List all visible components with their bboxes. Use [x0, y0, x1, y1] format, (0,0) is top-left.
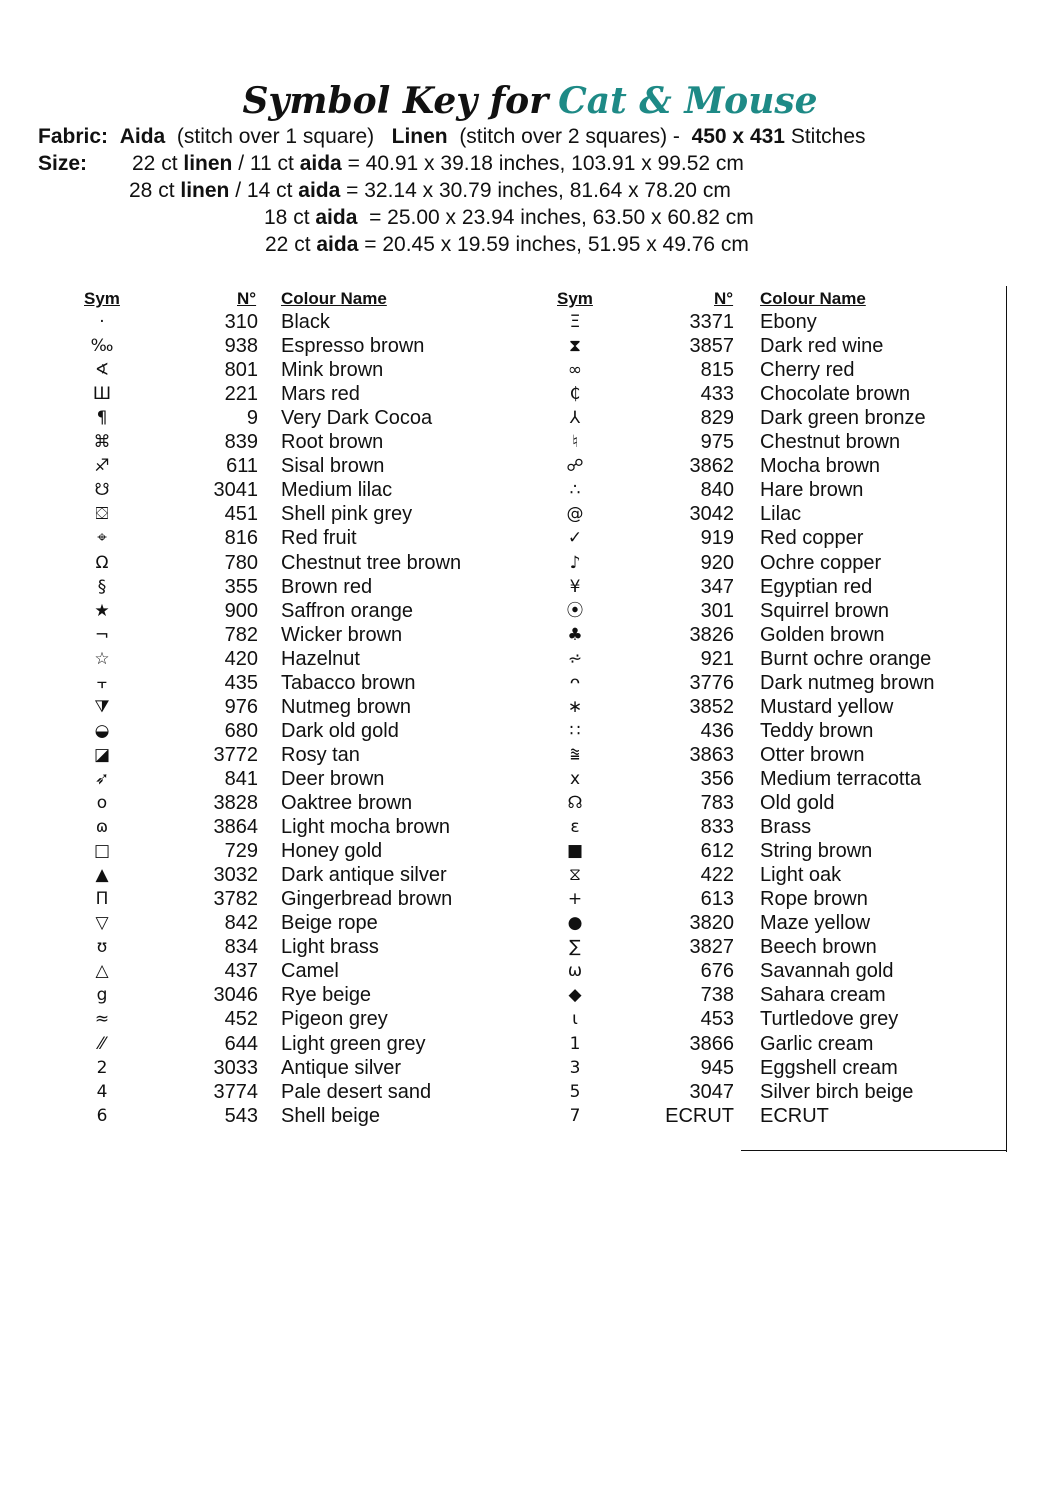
right-key-row [0, 454, 1060, 478]
thread-number: 3820 [689, 912, 734, 935]
stitch-symbol: △ [95, 961, 109, 982]
thread-number: 3047 [689, 1080, 734, 1103]
colour-name: Pale desert sand [281, 1080, 432, 1103]
stitch-symbol: ☋ [94, 480, 110, 501]
size-label: Size: [38, 152, 88, 175]
size-line: 22 ct aida = 20.45 x 19.59 inches, 51.95 x 49.76 cm [265, 233, 749, 256]
colour-name: Nutmeg brown [281, 695, 412, 718]
stitch-symbol: ¥ [569, 576, 581, 597]
thread-number: 834 [224, 936, 258, 959]
right-key-row [0, 334, 1060, 358]
fabric-linen-note: (stitch over 2 squares) - [459, 125, 680, 148]
colour-name: Gingerbread brown [281, 888, 453, 911]
colour-name: Golden brown [760, 623, 885, 646]
stitch-symbol: ⦿ [566, 600, 584, 621]
colour-name: Light oak [760, 864, 842, 887]
stitch-symbol: 2 [96, 1057, 108, 1078]
colour-name: Light brass [281, 936, 379, 959]
stitch-symbol: ⌖ [97, 528, 107, 549]
stitch-symbol: ♪ [569, 552, 581, 573]
stitch-count: 450 x 431 [691, 125, 785, 148]
thread-number: 451 [224, 503, 258, 526]
stitch-symbol: o [96, 793, 108, 813]
stitch-symbol: 4 [96, 1081, 108, 1102]
page-title [0, 78, 1060, 124]
right-key-row [0, 1080, 1060, 1104]
thread-number: 676 [700, 960, 734, 983]
right-key-row [0, 551, 1060, 575]
colour-name: Sahara cream [760, 984, 886, 1007]
thread-number: 644 [224, 1032, 258, 1055]
stitch-symbol: ☍ [566, 456, 584, 477]
colour-name: Light mocha brown [281, 816, 450, 839]
stitch-symbol: ∷ [569, 720, 581, 741]
colour-name: Beige rope [281, 912, 378, 935]
stitch-symbol: ₵ [569, 384, 581, 405]
colour-name: Oaktree brown [281, 792, 413, 814]
colour-name: Maze yellow [760, 912, 871, 935]
stitch-symbol: 6 [96, 1105, 108, 1126]
size-line: 18 ct aida = 25.00 x 23.94 inches, 63.50 x 60.82 cm [264, 206, 754, 229]
colour-name: Lilac [760, 503, 802, 526]
right-key-row [0, 478, 1060, 502]
right-header-name: Colour Name [760, 289, 866, 308]
colour-name: Mink brown [281, 359, 384, 382]
colour-name: Chestnut brown [760, 431, 901, 454]
stitch-symbol: g [96, 985, 108, 1006]
right-key-row [0, 935, 1060, 959]
colour-name: Dark green bronze [760, 407, 926, 430]
colour-name: Black [281, 311, 330, 333]
stitch-symbol: ◒ [94, 720, 110, 741]
colour-name: Dark nutmeg brown [760, 671, 935, 694]
thread-number: 221 [224, 383, 258, 406]
thread-number: 420 [224, 647, 258, 670]
colour-name: Ochre copper [760, 551, 882, 574]
colour-name: Garlic cream [760, 1032, 874, 1055]
thread-number: 436 [700, 719, 734, 742]
stitch-symbol: ■ [566, 841, 584, 862]
right-key-row [0, 767, 1060, 791]
thread-number: 3828 [213, 792, 258, 814]
stitch-symbol: ∴ [569, 480, 581, 501]
thread-number: 816 [224, 527, 258, 550]
colour-name: Wicker brown [281, 623, 403, 646]
size-line: 22 ct linen / 11 ct aida = 40.91 x 39.18 inches, 103.91 x 99.52 cm [132, 152, 744, 175]
left-header-name: Colour Name [281, 289, 387, 308]
thread-number: 945 [700, 1056, 734, 1079]
stitch-symbol: ɛ [570, 817, 580, 838]
thread-number: 347 [700, 575, 734, 598]
right-key-row [0, 983, 1060, 1007]
thread-number: 782 [224, 623, 258, 646]
stitch-symbol: ☆ [94, 648, 110, 669]
thread-number: 3826 [689, 623, 734, 646]
stitch-symbol: @ [566, 504, 584, 525]
thread-number: 3863 [689, 743, 734, 766]
colour-name: Honey gold [281, 840, 383, 863]
colour-name: Squirrel brown [760, 599, 889, 622]
colour-name: ECRUT [760, 1104, 829, 1127]
stitch-symbol: · [99, 312, 105, 332]
stitch-symbol: 7 [569, 1105, 581, 1126]
colour-name: Medium terracotta [760, 767, 922, 790]
stitch-symbol: ∗ [567, 696, 583, 717]
right-key-row [0, 791, 1060, 815]
stitch-symbol: ¬ [94, 624, 110, 645]
colour-name: Cherry red [760, 359, 855, 382]
thread-number: 3776 [689, 671, 734, 694]
title-pattern-name: Cat & Mouse [558, 80, 818, 122]
thread-number: 780 [224, 551, 258, 574]
stitch-symbol: Π [95, 889, 109, 910]
thread-number: 3046 [213, 984, 258, 1007]
stitch-symbol: ⌘ [93, 432, 111, 453]
thread-number: 839 [224, 431, 258, 454]
thread-number: 783 [700, 792, 734, 814]
thread-number: 738 [700, 984, 734, 1007]
thread-number: 840 [700, 479, 734, 502]
right-key-row [0, 430, 1060, 454]
colour-name: Mustard yellow [760, 695, 894, 718]
stitch-symbol: ● [567, 913, 583, 934]
right-key-row [0, 911, 1060, 935]
colour-name: Light green grey [281, 1032, 426, 1055]
colour-name: Chestnut tree brown [281, 551, 462, 574]
thread-number: 920 [700, 551, 734, 574]
thread-number: 680 [224, 719, 258, 742]
colour-name: Ebony [760, 311, 817, 333]
colour-name: Teddy brown [760, 719, 874, 742]
colour-name: Mocha brown [760, 455, 881, 478]
colour-name: Turtledove grey [760, 1008, 899, 1031]
right-key-row [0, 358, 1060, 382]
colour-name: Dark old gold [281, 719, 399, 742]
stitch-symbol: ✓ [567, 528, 583, 549]
colour-name: Red fruit [281, 527, 357, 550]
right-key-row [0, 1104, 1060, 1128]
colour-name: Very Dark Cocoa [281, 407, 433, 430]
stitch-symbol: ▲ [95, 865, 109, 886]
colour-name: Dark red wine [760, 335, 884, 358]
stitch-symbol: ω [567, 961, 583, 982]
stitch-symbol: ⛋ [95, 504, 109, 525]
thread-number: 310 [224, 311, 258, 333]
right-key-row [0, 887, 1060, 911]
stitch-symbol: x [569, 768, 581, 789]
stitch-symbol: ∑ [569, 937, 581, 958]
thread-number: 976 [224, 695, 258, 718]
stitch-symbol: ⩫ [567, 648, 583, 669]
colour-name: Rosy tan [281, 743, 360, 766]
stitch-symbol: ¶ [96, 408, 108, 429]
stitch-symbol: ⧗ [569, 336, 581, 357]
thread-number: ECRUT [665, 1104, 734, 1127]
thread-number: 829 [700, 407, 734, 430]
stitch-symbol: ◪ [93, 744, 111, 765]
thread-number: 841 [224, 767, 258, 790]
thread-number: 435 [224, 671, 258, 694]
right-key-row [0, 863, 1060, 887]
fabric-linen: Linen [391, 125, 448, 148]
stitch-symbol: ♣ [567, 624, 583, 645]
stitch-symbol: ☊ [567, 793, 583, 813]
thread-number: 437 [224, 960, 258, 983]
stitch-symbol: ⫟ [96, 672, 108, 693]
stitch-symbol: ⁄⁄ [99, 1033, 105, 1054]
thread-number: 3042 [689, 503, 734, 526]
stitch-symbol: ◆ [568, 985, 582, 1006]
stitch-symbol: ⅄ [569, 408, 581, 429]
table-right-border [1006, 286, 1007, 1152]
right-key-row [0, 1056, 1060, 1080]
colour-name: Hare brown [760, 479, 864, 502]
colour-name: Beech brown [760, 936, 877, 959]
stitch-symbol: ∢ [94, 360, 110, 381]
thread-number: 9 [246, 407, 258, 430]
colour-name: Sisal brown [281, 455, 385, 478]
colour-name: Silver birch beige [760, 1080, 914, 1103]
thread-number: 833 [700, 816, 734, 839]
thread-number: 3033 [213, 1056, 258, 1079]
colour-name: Root brown [281, 431, 384, 454]
thread-number: 355 [224, 575, 258, 598]
right-key-row [0, 599, 1060, 623]
thread-number: 3852 [689, 695, 734, 718]
stitch-symbol: Ω [95, 552, 109, 573]
thread-number: 422 [700, 864, 734, 887]
thread-number: 433 [700, 383, 734, 406]
thread-number: 301 [700, 599, 734, 622]
stitch-count-label: Stitches [790, 125, 866, 148]
thread-number: 3862 [689, 455, 734, 478]
title-main: Symbol Key for [242, 80, 549, 122]
colour-name: Hazelnut [281, 647, 360, 670]
thread-number: 453 [700, 1008, 734, 1031]
stitch-symbol: 1 [569, 1033, 581, 1054]
right-key-row [0, 671, 1060, 695]
colour-name: Eggshell cream [760, 1056, 898, 1079]
thread-number: 938 [224, 335, 258, 358]
colour-name: Rope brown [760, 888, 868, 911]
right-key-row [0, 839, 1060, 863]
colour-name: Brown red [281, 575, 373, 598]
thread-number: 842 [224, 912, 258, 935]
stitch-symbol: ➶ [94, 768, 110, 789]
colour-name: Dark antique silver [281, 864, 447, 887]
right-key-row [0, 575, 1060, 599]
right-key-row [0, 695, 1060, 719]
colour-name: String brown [760, 840, 873, 863]
stitch-symbol: § [97, 576, 107, 597]
colour-name: Saffron orange [281, 599, 413, 622]
colour-name: Egyptian red [760, 575, 873, 598]
stitch-symbol: ★ [94, 600, 110, 621]
stitch-symbol: ɷ [95, 817, 109, 838]
right-key-row [0, 310, 1060, 334]
right-key-row [0, 959, 1060, 983]
thread-number: 543 [224, 1104, 258, 1127]
thread-number: 3772 [213, 743, 258, 766]
stitch-symbol: □ [93, 841, 111, 862]
colour-name: Shell pink grey [281, 503, 413, 526]
right-key-row [0, 647, 1060, 671]
thread-number: 3032 [213, 864, 258, 887]
fabric-aida-note: (stitch over 1 square) [176, 125, 375, 148]
colour-name: Antique silver [281, 1056, 402, 1079]
right-key-row [0, 743, 1060, 767]
fabric-label: Fabric: [38, 125, 109, 148]
colour-name: Red copper [760, 527, 864, 550]
thread-number: 3827 [689, 936, 734, 959]
stitch-symbol: 5 [569, 1081, 581, 1102]
stitch-symbol: ‰ [90, 336, 114, 357]
stitch-symbol: 3 [569, 1057, 581, 1078]
right-key-row [0, 719, 1060, 743]
thread-number: 3866 [689, 1032, 734, 1055]
right-header-sym: Sym [557, 289, 593, 308]
stitch-symbol: ⧩ [94, 696, 110, 717]
thread-number: 3782 [213, 888, 258, 911]
right-key-row [0, 623, 1060, 647]
stitch-symbol: ⧖ [569, 865, 581, 886]
right-key-row [0, 502, 1060, 526]
colour-name: Espresso brown [281, 335, 425, 358]
colour-name: Brass [760, 816, 812, 839]
colour-name: Deer brown [281, 767, 385, 790]
thread-number: 3774 [213, 1080, 258, 1103]
thread-number: 611 [226, 455, 258, 478]
colour-name: Shell beige [281, 1104, 380, 1127]
thread-number: 613 [700, 888, 734, 911]
fabric-aida: Aida [119, 125, 166, 148]
thread-number: 801 [224, 359, 258, 382]
colour-name: Savannah gold [760, 960, 894, 983]
stitch-symbol: + [567, 889, 583, 910]
thread-number: 3041 [213, 479, 258, 502]
thread-number: 919 [700, 527, 734, 550]
stitch-symbol: Ξ [569, 312, 581, 332]
thread-number: 921 [700, 647, 734, 670]
colour-name: Rye beige [281, 984, 372, 1007]
thread-number: 356 [700, 767, 734, 790]
colour-name: Burnt ochre orange [760, 647, 932, 670]
colour-name: Pigeon grey [281, 1008, 388, 1031]
left-header-sym: Sym [84, 289, 120, 308]
colour-name: Old gold [760, 792, 835, 814]
colour-name: Camel [281, 960, 339, 983]
thread-number: 3857 [689, 335, 734, 358]
right-key-row [0, 815, 1060, 839]
thread-number: 3371 [689, 311, 734, 333]
right-key-row [0, 526, 1060, 550]
fabric-line [38, 124, 866, 150]
thread-number: 815 [700, 359, 734, 382]
size-line: 28 ct linen / 14 ct aida = 32.14 x 30.79 inches, 81.64 x 78.20 cm [129, 179, 731, 202]
right-header-num: N° [714, 289, 734, 308]
thread-number: 975 [700, 431, 734, 454]
stitch-symbol: ≈ [94, 1009, 110, 1030]
thread-number: 3864 [213, 816, 258, 839]
stitch-symbol: ♐ [94, 456, 110, 477]
colour-name: Chocolate brown [760, 383, 911, 406]
stitch-symbol: ɩ [572, 1009, 578, 1030]
thread-number: 900 [224, 599, 258, 622]
thread-number: 452 [224, 1008, 258, 1031]
thread-number: 729 [224, 840, 258, 863]
left-header-num: N° [237, 289, 257, 308]
right-key-row [0, 406, 1060, 430]
colour-name: Tabacco brown [281, 671, 416, 694]
right-key-row [0, 1007, 1060, 1031]
colour-name: Mars red [281, 383, 360, 406]
stitch-symbol: ᴖ [569, 672, 581, 693]
thread-number: 612 [700, 840, 734, 863]
stitch-symbol: ʊ [96, 937, 108, 958]
colour-name: Medium lilac [281, 479, 393, 502]
stitch-symbol: ∞ [567, 360, 583, 381]
stitch-symbol: ⩰ [570, 744, 580, 765]
right-key-row [0, 1032, 1060, 1056]
stitch-symbol: ♮ [571, 432, 579, 453]
table-bottom-border [741, 1150, 1007, 1151]
right-key-row [0, 382, 1060, 406]
stitch-symbol: Ш [92, 384, 112, 405]
stitch-symbol: ▽ [95, 913, 109, 934]
colour-name: Otter brown [760, 743, 865, 766]
